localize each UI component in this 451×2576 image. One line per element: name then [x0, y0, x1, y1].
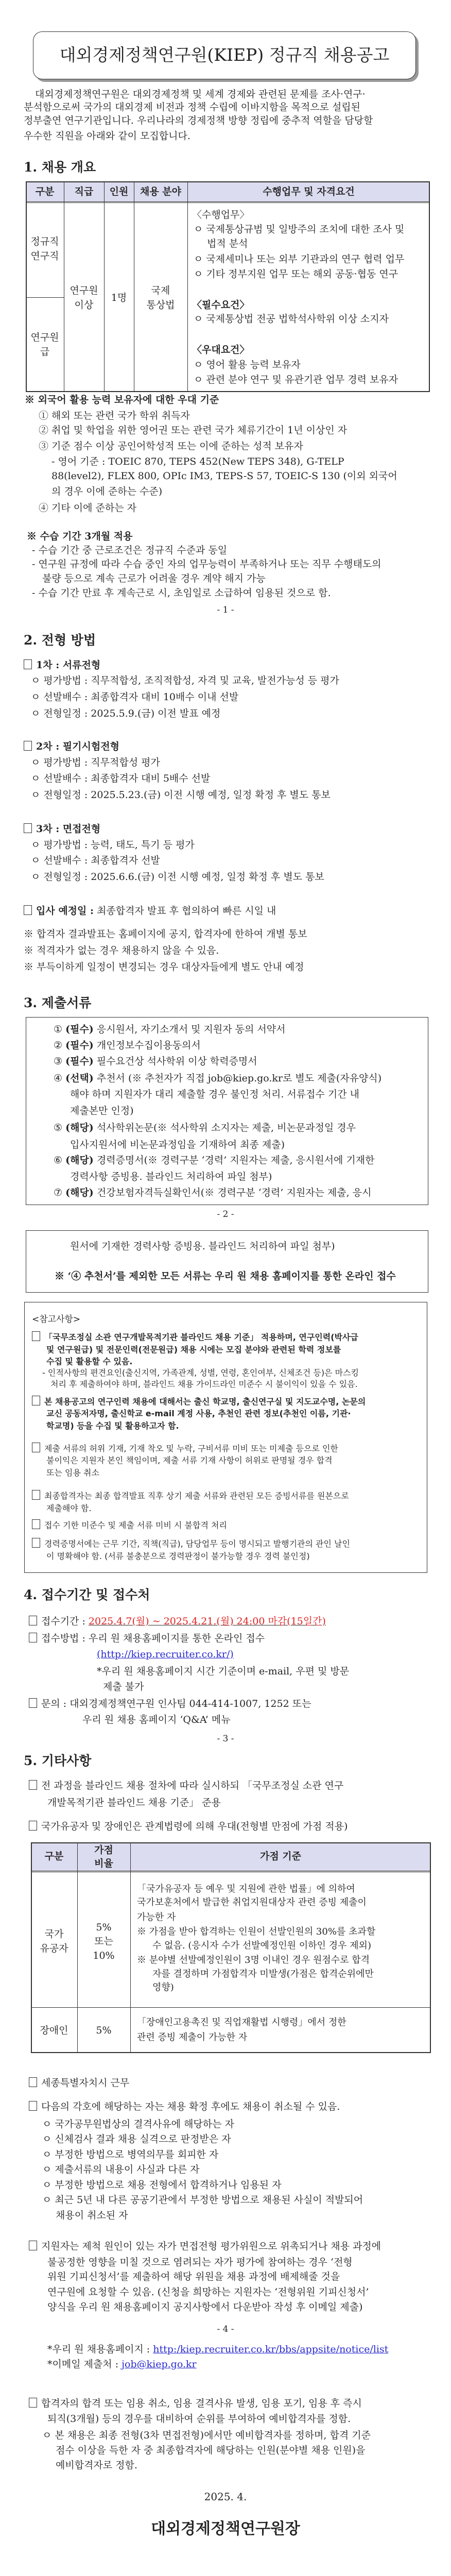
signer: 대외경제정책연구원장	[151, 2520, 300, 2538]
text: 지원자는 제척 원인이 있는 자가 면접전형 평가위원으로 위촉되거나 채용 과정에	[41, 2241, 381, 2252]
notice-date: 2025. 4.	[204, 2490, 247, 2503]
stage-item: ㅇ 전형일정 : 2025.5.9.(금) 이전 발표 예정	[31, 708, 221, 719]
bonus-rate: 5%	[96, 1922, 112, 1933]
th: 수행업무 및 자격요건	[263, 186, 355, 197]
checkbox-icon	[32, 1443, 40, 1452]
note: ※ 적격자가 없는 경우 채용하지 않을 수 있음.	[24, 945, 219, 956]
category: 급	[40, 346, 50, 358]
recusal-cont: 양식을 우리 원 채용홈페이지 공지사항에서 다운받아 작성 후 이메일 제출)	[47, 2301, 363, 2313]
duty: 법적 분석	[207, 238, 248, 249]
text: ⑥	[54, 1155, 63, 1166]
text: 최종합격자는 최종 합격발표 직후 상기 제출 서류와 관련된 모든 증빙서류를 원본으로	[44, 1491, 349, 1501]
start-date	[24, 905, 276, 917]
cancel-item: ㅇ 부정한 방법으로 병역의무를 회피한 자	[42, 2149, 219, 2160]
section-heading: 5. 기타사항	[24, 1753, 92, 1768]
homepage-link[interactable]: http:/kiep.recruiter.co.kr/bbs/appsite/notice/list	[153, 2344, 389, 2355]
text: 합격자의 합격 또는 임용 취소, 임용 결격사유 발생, 임용 포기, 임용 후 즉시	[41, 2398, 362, 2409]
reserve-item: ㅇ 본 채용은 최종 전형(3차 면접전형)에서만 예비합격자를 정하며, 합격 기준	[42, 2430, 371, 2441]
checkbox-icon	[29, 1698, 37, 1708]
text: 최종합격자 발표 후 협의하여 빠른 시일 내	[97, 905, 276, 917]
text: 입사 예정일 :	[36, 905, 94, 917]
probation-item: - 수습 기간 만료 후 계속근로 시, 초임일로 소급하여 임용된 것으로 함.	[32, 587, 331, 599]
stage-item: ㅇ 평가방법 : 직무적합성 평가	[31, 757, 160, 768]
text: 접수방법 :	[41, 1633, 85, 1644]
stage-title	[24, 823, 100, 835]
doc-item	[54, 1023, 285, 1036]
preferred-title: 〈우대요건〉	[192, 344, 250, 355]
lang-note-item: ① 해외 또는 관련 국가 학위 취득자	[39, 410, 190, 421]
text: 3차 : 면접전형	[36, 823, 101, 835]
checkbox-icon	[29, 2077, 37, 2087]
doc-item-cont: 해야 하며 지원자가 대리 제출할 경우 불인정 처리. 서류접수 기간 내	[70, 1089, 359, 1100]
note: ※ 합격자 결과발표는 홈페이지에 공지, 합격자에 한하여 개별 통보	[24, 928, 307, 940]
stage-item: ㅇ 전형일정 : 2025.6.6.(금) 이전 시행 예정, 일정 확정 후 별도 통보	[31, 871, 324, 883]
checkbox-icon	[32, 1519, 40, 1529]
doc-item	[54, 1072, 381, 1084]
category: 연구직	[30, 250, 59, 262]
bonus-rate: 또는	[94, 1936, 113, 1947]
th: 직급	[74, 186, 94, 197]
bonus-criteria: ※ 가점을 받아 합격하는 인원이 선발인원의 30%를 초과할	[137, 1926, 376, 1937]
probation-item: - 수습 기간 중 근로조건은 정규직 수준과 동일	[32, 545, 228, 556]
lang-note-item: 88(level2), FLEX 800, OPIc IM3, TEPS-S 57, TOEIC-S 130 (이외 외국어	[51, 470, 397, 482]
text: (해당)	[65, 1187, 94, 1198]
divider	[104, 181, 105, 392]
th: 채용 분야	[140, 186, 182, 197]
grade: 이상	[74, 299, 94, 311]
duty: ㅇ 국제세미나 또는 외부 기관과의 연구 협력 업무	[194, 253, 405, 265]
probation-title: ※ 수습 기간 3개월 적용	[27, 531, 133, 542]
title-box	[33, 31, 416, 79]
field: 통상법	[146, 299, 175, 311]
ref-item	[32, 1490, 349, 1502]
ref-item-cont: 제출해야 함.	[46, 1503, 92, 1513]
bonus-criteria: 자를 결정하며 가점합격자 미발생(가점은 합격순위에만	[152, 1969, 374, 1979]
text: 세종특별자치시 근무	[41, 2077, 130, 2089]
text: 국가유공자 및 장애인은 관계법령에 의해 우대(전형별 만점에 가점 적용)	[41, 1821, 348, 1832]
stage-item: ㅇ 선발배수 : 최종합격자 대비 5배수 선발	[31, 773, 211, 784]
field: 국제	[151, 285, 170, 296]
online-note: ※ ‘④ 추천서’를 제외한 모든 서류는 우리 원 채용 홈페이지를 통한 온라인 접수	[55, 1270, 396, 1282]
text: 접수 기한 미준수 및 제출 서류 미비 시 불합격 처리	[44, 1520, 227, 1530]
page-number: - 3 -	[217, 1734, 234, 1744]
text: 접수기간 :	[41, 1616, 85, 1627]
checkbox-icon	[24, 905, 32, 915]
stage-title	[24, 659, 100, 671]
text: *이메일 제출처 :	[47, 2359, 119, 2370]
checkbox-icon	[29, 2241, 37, 2250]
lang-note-item: ④ 기타 이에 준하는 자	[39, 502, 136, 514]
checkbox-icon	[29, 1780, 37, 1790]
section-heading: 2. 전형 방법	[24, 633, 96, 648]
doc-item	[54, 1055, 257, 1067]
text: 다음의 각호에 해당하는 자는 채용 확정 후에도 채용이 취소될 수 있음.	[41, 2101, 340, 2112]
lang-note-item: - 영어 기준 : TOEIC 870, TEPS 452(New TEPS 348), G-TELP	[51, 456, 344, 467]
doc-item-cont: 제출본만 인정)	[70, 1105, 134, 1116]
ref-sub: 처리 후 제출하여야 하며, 블라인드 채용 가이드라인 미준수 시 불이익이 있을 수 있음.	[50, 1379, 358, 1389]
ref-item-cont: 학교명) 등을 수집 및 활용하고자 함.	[46, 1421, 179, 1431]
text: 경력증명서(※ 경력구분 ‘경력’ 지원자는 제출, 응시원서에 기재한	[96, 1155, 375, 1166]
checkbox-icon	[32, 1490, 40, 1500]
recusal-cont: 위원 기피신청서’를 제출하여 해당 위원을 채용 과정에 배제해줄 것을	[47, 2271, 340, 2282]
checkbox-icon	[32, 1396, 40, 1405]
bonus-criteria: 수 없음. (응시자 수가 선발예정인원 이하인 경우 제외)	[152, 1940, 371, 1951]
doc-item-cont: 경력사항 증빙용. 블라인드 처리하여 파일 첨부)	[70, 1171, 272, 1182]
text: *우리 원 채용홈페이지 :	[47, 2344, 150, 2355]
probation-item: - 연구원 규정에 따라 수습 중인 자의 업무능력이 부족하거나 또는 직무 수행태도의	[32, 558, 381, 570]
method	[29, 1632, 265, 1645]
checkbox-icon	[29, 1633, 37, 1642]
divider	[31, 1871, 431, 1872]
location	[29, 2077, 129, 2089]
th: 가점 기준	[259, 1851, 302, 1862]
duties-title: 〈수행업무〉	[192, 209, 250, 221]
reference-title: <참고사항>	[32, 1314, 81, 1325]
ref-item-cont: 이 명확해야 함. (서류 불충분으로 경력판정이 불가능할 경우 경력 불인정)	[46, 1551, 310, 1561]
text: ③	[54, 1056, 63, 1067]
doc-item	[54, 1122, 356, 1134]
page-number: - 4 -	[217, 2324, 234, 2334]
doc-item	[54, 1187, 371, 1199]
bonus-intro	[29, 1820, 348, 1833]
text: (해당)	[65, 1122, 94, 1133]
text: 2차 : 필기시험전형	[36, 741, 119, 752]
divider	[130, 1842, 131, 2053]
checkbox-icon	[29, 1821, 37, 1831]
lang-note-item: ③ 기준 점수 이상 공인어학성적 또는 이에 준하는 성적 보유자	[39, 440, 303, 452]
text: (필수)	[65, 1024, 94, 1035]
recruit-site-link[interactable]: (http://kiep.recruiter.co.kr/)	[97, 1649, 234, 1660]
cancel-intro	[29, 2100, 340, 2113]
stage-title	[24, 740, 119, 753]
text: 문의 : 대외경제정책연구원 인사팀 044-414-1007, 1252 또는	[41, 1698, 311, 1709]
ref-item-cont: 및 연구원급) 및 전문인력(전문원급) 채용 시에는 모집 분야와 관련된 학력 정보를	[46, 1345, 341, 1354]
doc-item-cont: 입사지원서에 비논문과정임을 기재하여 최종 제출)	[70, 1139, 285, 1150]
bonus-rate: 10%	[93, 1950, 115, 1961]
text: ⑦	[54, 1187, 63, 1198]
method-note: *우리 원 채용홈페이지 시간 기준이며 e-mail, 우편 및 방문	[97, 1666, 350, 1677]
page-number: - 2 -	[217, 1209, 234, 1219]
reserve-item: 예비합격자로 정함.	[56, 2460, 137, 2471]
ref-item	[32, 1443, 338, 1455]
text: (필수)	[65, 1040, 94, 1051]
divider	[26, 201, 430, 203]
bonus-criteria: 국가보훈처에서 발급한 취업지원대상자 관련 증빙 제출이	[137, 1897, 367, 1908]
intro-line: 분석함으로써 국가의 대외경제 비전과 정책 수립에 이바지함을 목적으로 설립된	[24, 101, 361, 113]
stage-item: ㅇ 선발배수 : 최종합격자 대비 10배수 이내 선발	[31, 691, 239, 703]
section-heading: 1. 채용 개요	[24, 160, 96, 175]
page-title: 대외경제정책연구원(KIEP) 정규직 채용공고	[59, 45, 390, 65]
ref-item-cont: 불이익은 지원자 본인 책임이며, 제출 서류 기재 사항이 허위로 판명될 경우 합격	[46, 1455, 333, 1465]
cancel-item: 채용이 취소된 자	[56, 2210, 128, 2221]
required: ㅇ 국제통상법 전공 법학석사학위 이상 소지자	[194, 313, 389, 325]
method-note: 제출 불가	[103, 1681, 144, 1692]
th: 가점 비율	[94, 1844, 113, 1869]
cancel-item: ㅇ 최근 5년 내 다른 공공기관에서 부정한 방법으로 채용된 사실이 적발되어	[42, 2194, 363, 2206]
recusal-cont: 불공정한 영향을 미칠 것으로 염려되는 자가 평가에 참여하는 경우 ‘전형	[47, 2257, 353, 2268]
checkbox-icon	[24, 823, 32, 833]
bonus-type: 유공자	[40, 1943, 68, 1954]
cancel-item: ㅇ 신체검사 결과 채용 실격으로 판정받은 자	[42, 2133, 231, 2145]
text: 건강보험자격득실확인서(※ 경력구분 ‘경력’ 지원자는 제출, 응시	[96, 1187, 372, 1198]
checkbox-icon	[32, 1331, 40, 1341]
intro-line: 대외경제정책연구원은 대외경제정책 및 세계 경제와 관련된 문제를 조사·연구·	[35, 89, 366, 100]
duty: ㅇ 국제통상규범 및 일방주의 조치에 대한 조사 및	[194, 224, 405, 235]
ref-item	[32, 1519, 227, 1532]
text: 개인정보수집이용동의서	[96, 1040, 201, 1051]
text: 1차 : 서류전형	[36, 659, 101, 671]
section-heading: 4. 접수기간 및 접수처	[24, 1587, 150, 1602]
text: ②	[54, 1040, 63, 1051]
text: 우리 원 채용홈페이지를 통한 온라인 접수	[88, 1633, 265, 1644]
text: 제출 서류의 허위 기재, 기재 착오 및 누락, 구비서류 미비 또는 미제출 등으로 인한	[44, 1444, 338, 1453]
doc-item-cont: 원서에 기재한 경력사항 증빙용. 블라인드 처리하여 파일 첨부)	[70, 1241, 335, 1252]
text: 경력증명서에는 근무 기간, 직책(직급), 담당업무 등이 명시되고 발행기관의 관인 날인	[44, 1539, 350, 1549]
text: (선택)	[65, 1073, 94, 1084]
cancel-item: ㅇ 국가공무원법상의 결격사유에 해당하는 자	[42, 2119, 234, 2130]
reserve	[29, 2397, 362, 2410]
text: 전 과정을 블라인드 채용 절차에 따라 실시하되 「국무조정실 소관 연구	[41, 1780, 344, 1791]
bonus-criteria: 「국가유공자 등 예우 및 지원에 관한 법률」에 의하여	[137, 1884, 355, 1894]
lang-note-item: ② 취업 및 학업을 위한 영어권 또는 관련 국가 체류기간이 1년 이상인 자	[39, 425, 348, 436]
grade: 연구원	[70, 285, 98, 296]
text: 응시원서, 자기소개서 및 지원자 동의 서약서	[96, 1024, 286, 1035]
text: 필수요건상 석사학위 이상 학력증명서	[96, 1056, 257, 1067]
divider	[31, 2007, 431, 2008]
blind-cont: 개발목적기관 블라인드 채용 기준」 준용	[47, 1797, 221, 1808]
th: 인원	[109, 186, 129, 197]
lang-note-item: 의 경우 이에 준하는 수준)	[51, 486, 163, 497]
category: 연구원	[30, 332, 59, 343]
intro-line: 정부출연 연구기관입니다. 우리나라의 경제정책 방향 정립에 중추적 역할을 담당할	[24, 115, 373, 126]
bonus-rate: 5%	[96, 2025, 112, 2036]
text: ①	[54, 1024, 63, 1035]
bonus-criteria: 영향)	[152, 1982, 174, 1993]
stage-item: ㅇ 평가방법 : 능력, 태도, 특기 등 평가	[31, 839, 195, 851]
cancel-item: ㅇ 제출서류의 내용이 사실과 다른 자	[42, 2164, 200, 2175]
checkbox-icon	[24, 741, 32, 751]
text: 본 채용공고의 연구인력 채용에 대해서는 출신 학교명, 출신연구실 및 지도교수명, 논문의	[44, 1397, 366, 1406]
checkbox-icon	[29, 2398, 37, 2408]
homepage	[47, 2343, 388, 2355]
bonus-criteria: 가능한 자	[137, 1912, 176, 1923]
category: 정규직	[30, 236, 59, 247]
email	[47, 2358, 197, 2370]
checkbox-icon	[29, 1616, 37, 1625]
contact-cont: 우리 원 채용 홈페이지 ‘Q&A’ 메뉴	[82, 1714, 231, 1725]
doc-item	[54, 1039, 201, 1052]
headcount: 1명	[111, 292, 127, 303]
stage-item: ㅇ 전형일정 : 2025.5.23.(금) 이전 시행 예정, 일정 확정 후 별도 통보	[31, 789, 331, 801]
divider	[26, 297, 64, 298]
probation-item: 불량 등으로 계속 근로가 어려울 경우 계약 해지 가능	[42, 573, 266, 584]
preferred: ㅇ 영어 활용 능력 보유자	[194, 359, 301, 370]
blind	[29, 1780, 343, 1792]
recusal-cont: 연구원에 요청할 수 있음. (신청을 희망하는 지원자는 ‘전형위원 기피신청서’	[47, 2286, 369, 2298]
checkbox-icon	[29, 2101, 37, 2111]
text: (필수)	[65, 1056, 94, 1067]
intro-line: 우수한 직원을 아래와 같이 모집합니다.	[24, 130, 190, 142]
contact	[29, 1698, 311, 1710]
required-title: 〈필수요건〉	[192, 299, 250, 311]
recusal	[29, 2240, 381, 2252]
text: 석사학위논문(※ 석사학위 소지자는 제출, 비논문과정일 경우	[96, 1122, 356, 1133]
section-heading: 3. 제출서류	[24, 995, 92, 1010]
bonus-type: 장애인	[40, 2025, 68, 2036]
th: 구분	[44, 1851, 64, 1862]
bonus-criteria: 「장애인고용촉진 및 직업재활법 시행령」에서 정한	[137, 2017, 346, 2028]
preferred: ㅇ 관련 분야 연구 및 유관기관 업무 경력 보유자	[194, 374, 398, 385]
email-link[interactable]: job@kiep.go.kr	[122, 2359, 197, 2370]
text: ④	[54, 1073, 63, 1084]
lang-note-title: ※ 외국어 활용 능력 보유자에 대한 우대 기준	[25, 394, 219, 405]
reserve-item: 점수 이상을 득한 자 중 최종합격자에 해당하는 인원(분야별 채용 인원)을	[56, 2445, 366, 2456]
text: ⑤	[54, 1122, 63, 1133]
ref-item-cont: 수집 및 활용할 수 있음.	[46, 1357, 133, 1366]
stage-item: ㅇ 평가방법 : 직무적합성, 조직적합성, 자격 및 교육, 발전가능성 등 평가	[31, 675, 339, 686]
divider	[187, 181, 188, 392]
ref-item-cont: 또는 임용 취소	[46, 1468, 99, 1478]
text: (해당)	[65, 1155, 94, 1166]
checkbox-icon	[32, 1538, 40, 1548]
ref-item	[32, 1396, 366, 1408]
checkbox-icon	[24, 659, 32, 669]
duty: ㅇ 기타 정부지원 업무 또는 해외 공동·협동 연구	[194, 268, 398, 280]
th: 구분	[35, 186, 55, 197]
period-value: 2025.4.7(월) ~ 2025.4.21.(월) 24:00 마감(15일간)	[88, 1616, 326, 1627]
bonus-criteria: ※ 분야별 선발예정인원이 3명 이내인 경우 원점수로 합격	[137, 1955, 370, 1965]
reserve-cont: 퇴직(3개월) 등의 경우를 대비하여 순위를 부여하여 예비합격자를 정함.	[47, 2413, 351, 2425]
ref-item	[32, 1331, 358, 1344]
ref-item	[32, 1538, 350, 1550]
bonus-type: 국가	[44, 1928, 64, 1940]
text: 「국무조정실 소관 연구개발목적기관 블라인드 채용 기준」 적용하며, 연구인력(박사급	[44, 1332, 358, 1342]
ref-item-cont: 교신 공동저자명, 출신학교 e-mail 계정 사용, 추천인 관련 정보(추천인 이름, 기관·	[46, 1409, 351, 1418]
ref-sub: - 인적사항의 편견요인(출신지역, 가족관계, 성별, 연령, 혼인여부, 신체조건 등)은 마스킹	[42, 1368, 359, 1378]
page-number: - 1 -	[217, 605, 234, 615]
period	[29, 1615, 326, 1628]
bonus-criteria: 관련 증빙 제출이 가능한 자	[137, 2032, 248, 2043]
cancel-item: ㅇ 부정한 방법으로 채용 전형에서 합격하거나 임용된 자	[42, 2179, 282, 2191]
stage-item: ㅇ 선발배수 : 최종합격자 선발	[31, 855, 160, 866]
note: ※ 부득이하게 일정이 변경되는 경우 대상자들에게 별도 안내 예정	[24, 961, 304, 973]
text: 추천서 (※ 추천자가 직접 job@kiep.go.kr로 별도 제출(자유양식)	[96, 1073, 382, 1084]
doc-item	[54, 1154, 374, 1166]
